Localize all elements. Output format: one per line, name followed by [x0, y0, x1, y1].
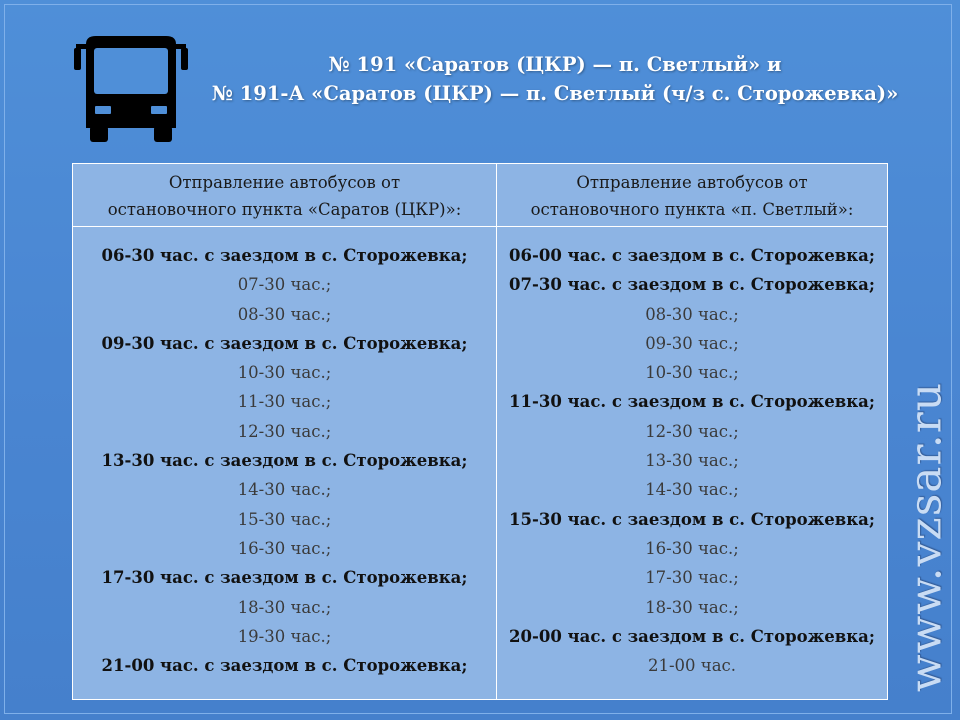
departure-time: 12-30 час.;	[645, 421, 739, 441]
departure-time: 15-30 час.;	[237, 509, 332, 529]
departure-time: 12-30 час.;	[237, 421, 332, 441]
departure-time: 06-30 час. с заездом в с. Сторожевка;	[101, 246, 468, 265]
departure-time: 14-30 час.;	[645, 480, 739, 500]
departure-time: 13-30 час. с заездом в с. Сторожевка;	[101, 451, 468, 471]
header-departures-svetly	[497, 164, 888, 227]
departure-time: 06-00 час. с заездом в с. Сторожевка;	[509, 246, 875, 265]
route-title	[200, 50, 910, 108]
departure-time: 08-30 час.;	[645, 304, 739, 324]
schedule-table	[72, 163, 888, 700]
departure-time: 10-30 час.;	[645, 363, 739, 383]
departures-svetly-cell	[497, 227, 888, 700]
departure-time: 11-30 час.;	[237, 392, 332, 412]
schedule-body-row	[73, 227, 888, 700]
departure-time: 16-30 час.;	[645, 538, 739, 558]
departure-time: 11-30 час. с заездом в с. Сторожевка;	[509, 392, 875, 412]
departure-time: 17-30 час. с заездом в с. Сторожевка;	[101, 568, 468, 588]
departure-time: 19-30 час.;	[237, 626, 332, 646]
header-right-line-2: остановочного пункта «п. Светлый»:	[530, 200, 854, 219]
header-left-line-1: Отправление автобусов от	[168, 173, 401, 192]
route-title-line-2: № 191-А «Саратов (ЦКР) — п. Светлый (ч/з с. Сторожевка)»	[211, 82, 899, 105]
schedule-header-row	[73, 164, 888, 227]
watermark-text: www.vzsar.ru	[900, 381, 952, 693]
departure-time: 10-30 час.;	[237, 363, 332, 383]
departure-time: 14-30 час.;	[237, 480, 332, 500]
departure-time: 18-30 час.;	[645, 597, 739, 617]
departure-time: 09-30 час. с заездом в с. Сторожевка;	[101, 333, 468, 353]
header-departures-saratov	[73, 164, 497, 227]
departure-time: 15-30 час. с заездом в с. Сторожевка;	[509, 509, 875, 529]
route-title-line-1: № 191 «Саратов (ЦКР) — п. Светлый» и	[328, 53, 782, 76]
departure-time: 08-30 час.;	[237, 304, 332, 324]
bus-front-icon	[72, 34, 190, 144]
departure-time: 20-00 час. с заездом в с. Сторожевка;	[509, 626, 875, 646]
departures-saratov-cell	[73, 227, 497, 700]
departure-time: 17-30 час.;	[645, 568, 739, 588]
departure-time: 07-30 час. с заездом в с. Сторожевка;	[509, 275, 875, 295]
departure-time: 21-00 час.	[647, 656, 737, 676]
departure-time: 21-00 час. с заездом в с. Сторожевка;	[101, 656, 468, 676]
departure-time: 18-30 час.;	[237, 597, 332, 617]
departure-times-saratov	[77, 241, 492, 680]
header-right-line-1: Отправление автобусов от	[576, 173, 808, 192]
departure-time: 09-30 час.;	[645, 333, 739, 353]
departure-time: 16-30 час.;	[237, 538, 332, 558]
departure-time: 13-30 час.;	[645, 451, 739, 471]
departure-time: 07-30 час.;	[237, 275, 332, 295]
departure-times-svetly	[501, 241, 883, 680]
site-watermark	[890, 372, 960, 702]
header-left-line-2: остановочного пункта «Саратов (ЦКР)»:	[107, 200, 462, 219]
